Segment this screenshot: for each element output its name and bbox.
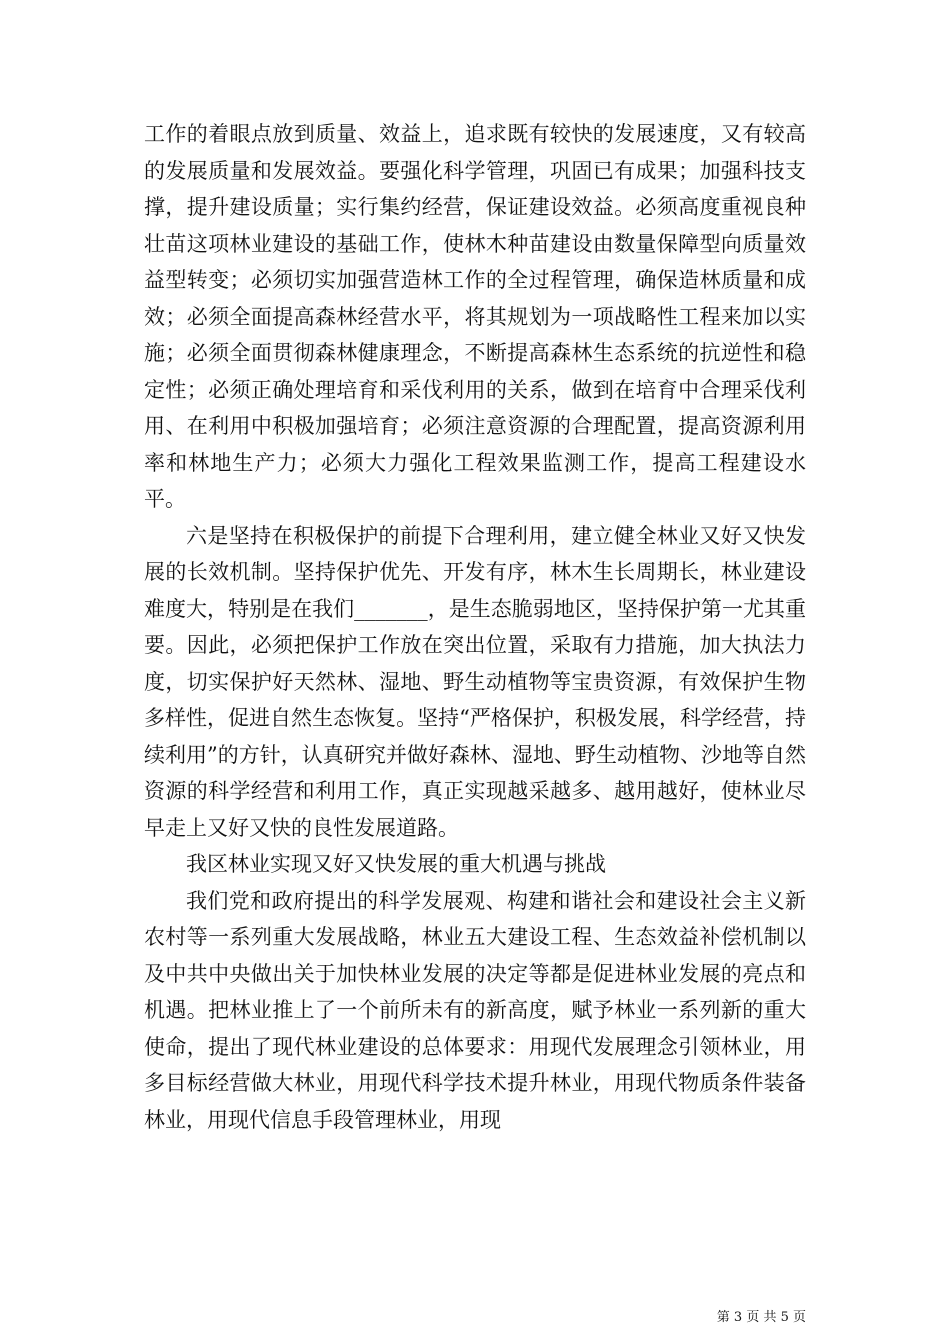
paragraph-quality-efficiency: 工作的着眼点放到质量、效益上，追求既有较快的发展速度，又有较高的发展质量和发展效益。要强化科学管理，巩固已有成果；加强科技支撑，提升建设质量；实行集约经营，保证建设效益。必须高度重视良种壮苗这项林业建设的基础工作，使林木种苗建设由数量保障型向质量效益型转变；必须切实加强营造林工作的全过程管理，确保造林质量和成效；必须全面提高森林经营水平，将其规划为一项战略性工程来加以实施；必须全面贯彻森林健康理念，不断提高森林生态系统的抗逆性和稳定性；必须正确处理培育和采伐利用的关系，做到在培育中合理采伐利用、在利用中积极加强培育；必须注意资源的合理配置，提高资源利用率和林地生产力；必须大力强化工程效果监测工作，提高工程建设水平。 [144,122,806,511]
paragraph-opportunities: 我们党和政府提出的科学发展观、构建和谐社会和建设社会主义新农村等一系列重大发展战略，林业五大建设工程、生态效益补偿机制以及中共中央做出关于加快林业发展的决定等都是促进林业发展的亮点和机遇。把林业推上了一个前所未有的新高度，赋予林业一系列新的重大使命，提出了现代林业建设的总体要求：用现代发展理念引领林业，用多目标经营做大林业，用现代科学技术提升林业，用现代物质条件装备林业，用现代信息手段管理林业，用现 [144,888,806,1132]
document-body [144,116,806,1138]
section-heading: 我区林业实现又好又快发展的重大机遇与挑战 [186,852,606,876]
page-number-footer: 第 3 页 共 5 页 [716,1310,806,1325]
paragraph-protection-utilization: 六是坚持在积极保护的前提下合理利用，建立健全林业又好又快发展的长效机制。坚持保护优先、开发有序，林木生长周期长，林业建设难度大，特别是在我们_______，是生态脆弱地区，坚持保护第一尤其重要。因此，必须把保护工作放在突出位置，采取有力措施，加大执法力度，切实保护好天然林、湿地、野生动植物等宝贵资源，有效保护生物多样性，促进自然生态恢复。坚持“严格保护，积极发展，科学经营，持续利用”的方针，认真研究并做好森林、湿地、野生动植物、沙地等自然资源的科学经营和利用工作，真正实现越采越多、越用越好，使林业尽早走上又好又快的良性发展道路。 [144,523,806,840]
